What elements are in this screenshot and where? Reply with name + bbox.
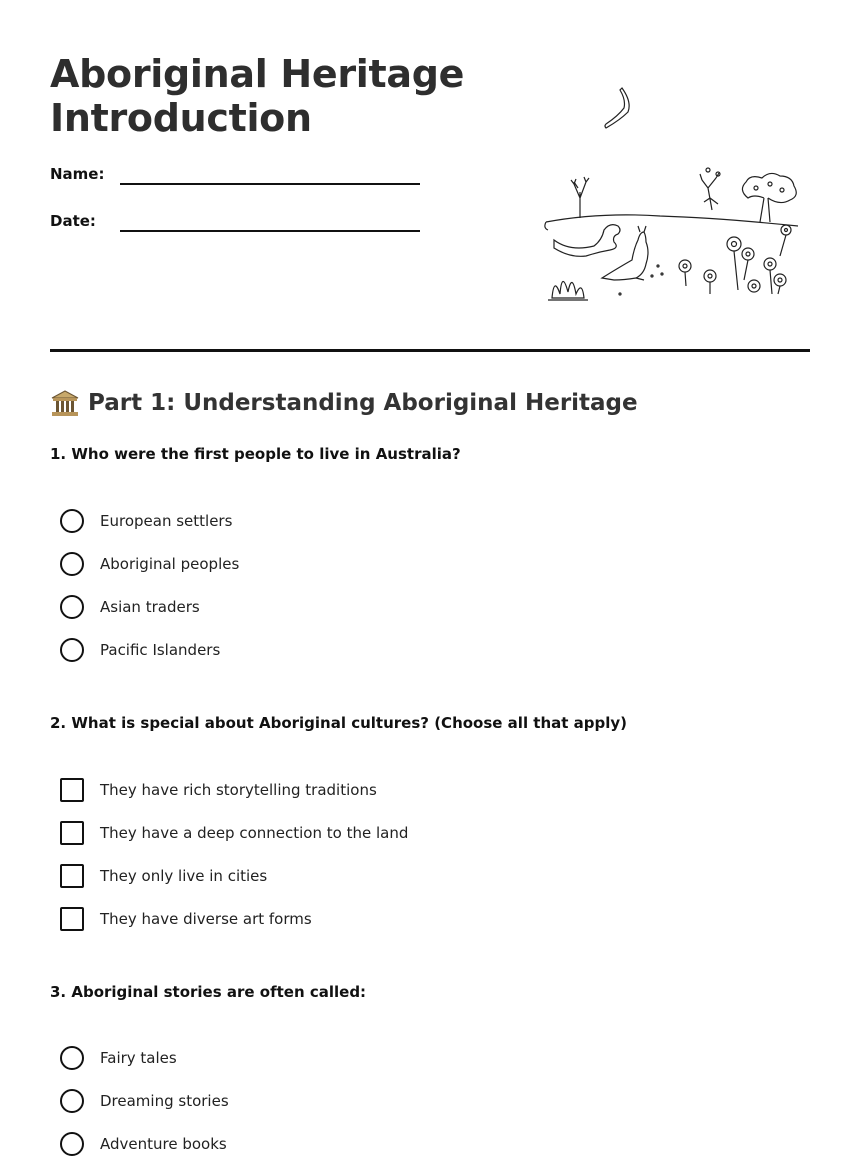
name-input-line[interactable] [120,183,420,185]
q2-option-storytelling[interactable] [60,777,377,803]
q1-option-aboriginal-peoples[interactable] [60,551,239,577]
question-3: 3. Aboriginal stories are often called: [50,983,367,1001]
option-label: Adventure books [100,1135,227,1153]
name-label: Name: [50,165,105,183]
worksheet-title [50,52,464,140]
option-label: They have a deep connection to the land [100,824,409,842]
option-label: Fairy tales [100,1049,177,1067]
checkbox[interactable] [60,907,84,931]
q1-option-european-settlers[interactable] [60,508,232,534]
option-label: Asian traders [100,598,200,616]
boomerang-icon [605,88,629,128]
checkbox[interactable] [60,778,84,802]
radio-button[interactable] [60,1046,84,1070]
question-1: 1. Who were the first people to live in Australia? [50,445,461,463]
checkbox[interactable] [60,864,84,888]
radio-button[interactable] [60,638,84,662]
date-label: Date: [50,212,96,230]
classical-building-icon [50,388,80,418]
option-label: Dreaming stories [100,1092,229,1110]
radio-button[interactable] [60,1089,84,1113]
radio-button[interactable] [60,1132,84,1156]
option-label: They have rich storytelling traditions [100,781,377,799]
option-label: They only live in cities [100,867,268,885]
header-divider [50,349,810,352]
q3-option-dreaming-stories[interactable] [60,1088,229,1114]
option-label: Aboriginal peoples [100,555,240,573]
q1-option-asian-traders[interactable] [60,594,200,620]
option-label: European settlers [100,512,233,530]
name-field[interactable] [50,165,120,183]
title-line-1: Aboriginal Heritage [50,52,465,96]
option-label: Pacific Islanders [100,641,221,659]
q2-option-connection-to-land[interactable] [60,820,408,846]
date-input-line[interactable] [120,230,420,232]
radio-button[interactable] [60,509,84,533]
q1-option-pacific-islanders[interactable] [60,637,220,663]
section-title: Part 1: Understanding Aboriginal Heritage [88,390,638,416]
q2-option-only-cities[interactable] [60,863,267,889]
title-line-2: Introduction [50,96,312,140]
option-label: They have diverse art forms [100,910,312,928]
radio-button[interactable] [60,552,84,576]
section-heading [50,388,638,418]
date-field[interactable] [50,212,120,230]
q3-option-adventure-books[interactable] [60,1131,227,1157]
q3-option-fairy-tales[interactable] [60,1045,177,1071]
radio-button[interactable] [60,595,84,619]
q2-option-diverse-art[interactable] [60,906,312,932]
checkbox[interactable] [60,821,84,845]
outback-illustration [540,80,810,310]
question-2: 2. What is special about Aboriginal cultures? (Choose all that apply) [50,714,628,732]
